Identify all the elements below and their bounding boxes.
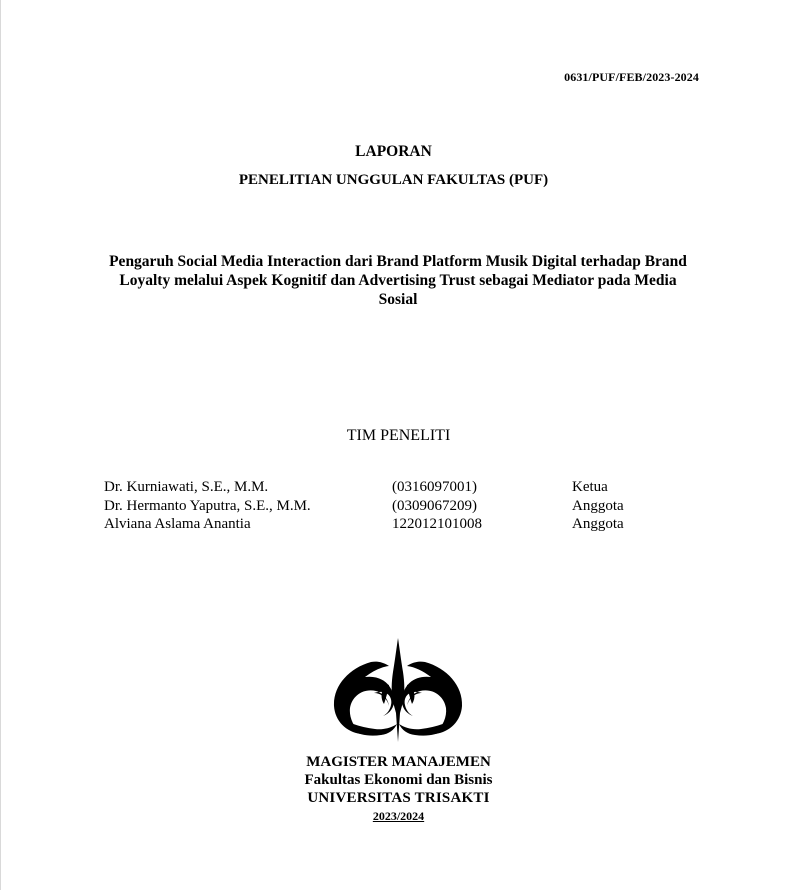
member-role: Anggota (572, 497, 624, 514)
report-subtitle: PENELITIAN UNGGULAN FAKULTAS (PUF) (238, 172, 549, 188)
academic-year: 2023/2024 (372, 809, 425, 823)
research-title-line: Sosial (378, 291, 418, 308)
member-role: Anggota (572, 516, 624, 532)
research-title (94, 252, 702, 309)
university-name: UNIVERSITAS TRISAKTI (307, 790, 490, 806)
research-title-line: Loyalty melalui Aspek Kognitif dan Advertising Trust sebagai Mediator pada Media (119, 272, 677, 289)
report-label: LAPORAN (355, 143, 432, 160)
research-title-line: Pengaruh Social Media Interaction dari Brand Platform Musik Digital terhadap Brand (109, 253, 687, 270)
program-name: MAGISTER MANAJEMEN (306, 754, 491, 770)
trisakti-university-logo-icon (331, 638, 465, 742)
member-id: 122012101008 (392, 516, 482, 532)
member-id: (0316097001) (392, 479, 477, 495)
member-name: Alviana Aslama Anantia (104, 516, 251, 532)
member-id: (0309067209) (392, 497, 477, 514)
member-name: Dr. Kurniawati, S.E., M.M. (104, 479, 269, 495)
member-role: Ketua (572, 479, 608, 495)
team-heading: TIM PENELITI (346, 427, 451, 444)
faculty-name: Fakultas Ekonomi dan Bisnis (304, 772, 493, 788)
member-name: Dr. Hermanto Yaputra, S.E., M.M. (104, 497, 311, 514)
document-number: 0631/PUF/FEB/2023-2024 (564, 70, 699, 84)
